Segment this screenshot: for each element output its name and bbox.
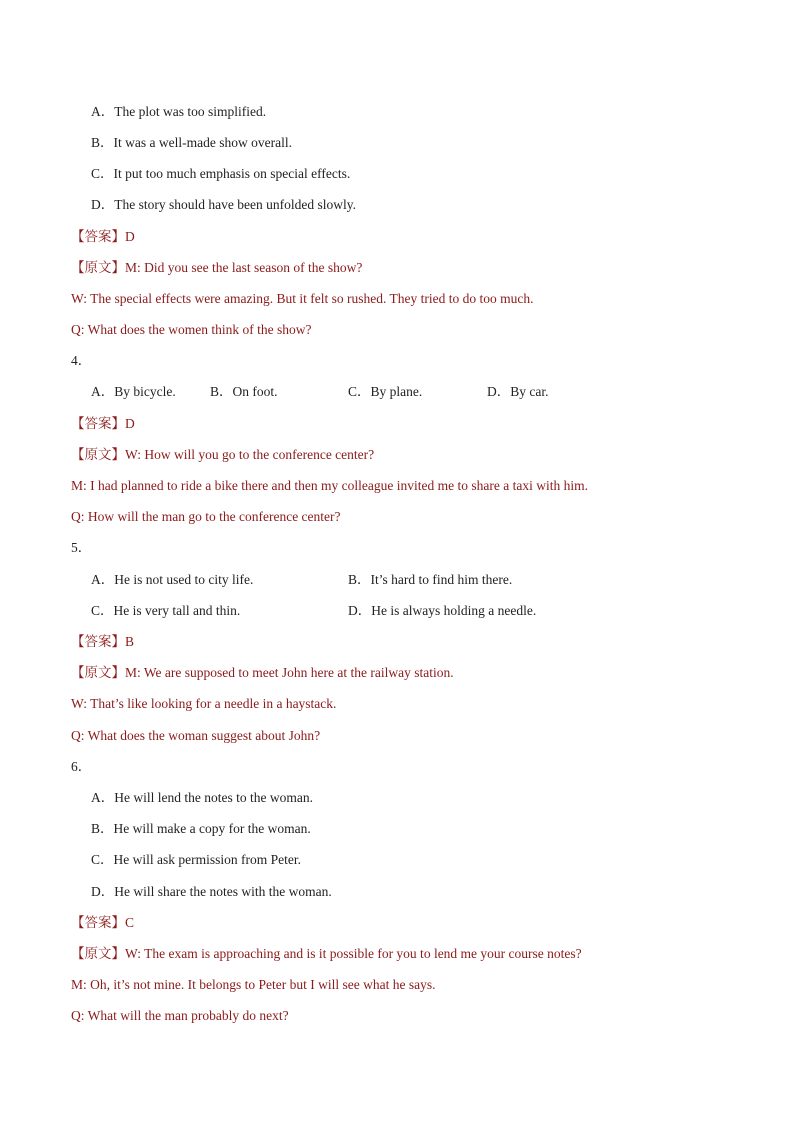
q3-option-a — [91, 104, 266, 120]
answer-label: 【答案】 — [71, 229, 125, 244]
option-text: He is very tall and thin. — [113, 603, 241, 618]
q4-option-c — [348, 384, 422, 400]
q6-answer — [71, 915, 134, 931]
transcript-text: M: Did you see the last season of the show? — [125, 260, 363, 275]
q4-option-a — [91, 384, 176, 400]
transcript-text: W: How will you go to the conference center? — [125, 447, 375, 462]
option-letter: C． — [91, 166, 114, 181]
option-letter: C． — [91, 852, 114, 867]
q3-transcript-line-3: Q: What does the women think of the show? — [71, 322, 312, 337]
option-letter: A． — [91, 384, 115, 399]
q5-transcript-line-3: Q: What does the woman suggest about John? — [71, 728, 321, 743]
q5-answer — [71, 634, 134, 650]
q3-option-d — [91, 197, 356, 213]
option-letter: B． — [91, 135, 114, 150]
q4-answer — [71, 416, 135, 432]
transcript-text: W: The exam is approaching and is it possible for you to lend me your course notes? — [125, 946, 582, 961]
option-text: It put too much emphasis on special effects. — [113, 166, 351, 181]
option-text: He is not used to city life. — [114, 572, 254, 587]
option-text: By bicycle. — [114, 384, 176, 399]
option-text: He will share the notes with the woman. — [114, 884, 332, 899]
q5-option-a — [91, 572, 253, 588]
q3-option-c — [91, 166, 350, 182]
transcript-label: 【原文】 — [71, 946, 125, 961]
answer-label: 【答案】 — [71, 634, 125, 649]
answer-label: 【答案】 — [71, 915, 125, 930]
q4-transcript-line-3: Q: How will the man go to the conference center? — [71, 509, 341, 524]
option-letter: D． — [487, 384, 511, 399]
q6-option-d — [91, 884, 332, 900]
option-letter: D． — [91, 884, 115, 899]
option-letter: D． — [91, 197, 115, 212]
q6-transcript-line-3: Q: What will the man probably do next? — [71, 1008, 289, 1023]
answer-label: 【答案】 — [71, 416, 125, 431]
q4-option-b — [210, 384, 278, 400]
option-text: He will make a copy for the woman. — [113, 821, 311, 836]
q6-option-b — [91, 821, 311, 837]
option-text: The plot was too simplified. — [114, 104, 267, 119]
answer-value: D — [125, 416, 135, 431]
q5-transcript-line-1 — [71, 665, 454, 681]
option-text: He will lend the notes to the woman. — [114, 790, 313, 805]
q4-number: 4． — [71, 353, 92, 368]
q4-transcript-line-1 — [71, 447, 374, 463]
q3-answer — [71, 229, 135, 245]
answer-value: D — [125, 229, 135, 244]
option-text: By car. — [510, 384, 549, 399]
q3-transcript-line-2: W: The special effects were amazing. But it felt so rushed. They tried to do too much. — [71, 291, 534, 306]
option-text: It was a well-made show overall. — [113, 135, 292, 150]
option-text: He is always holding a needle. — [371, 603, 537, 618]
q5-transcript-line-2: W: That’s like looking for a needle in a haystack. — [71, 696, 337, 711]
option-letter: A． — [91, 104, 115, 119]
q5-option-b — [348, 572, 512, 588]
option-letter: C． — [91, 603, 114, 618]
q5-option-d — [348, 603, 536, 619]
option-text: The story should have been unfolded slowly. — [114, 197, 356, 212]
q6-option-a — [91, 790, 313, 806]
q6-transcript-line-1 — [71, 946, 582, 962]
option-letter: A． — [91, 572, 115, 587]
q5-option-c — [91, 603, 240, 619]
option-letter: A． — [91, 790, 115, 805]
transcript-label: 【原文】 — [71, 447, 125, 462]
option-text: It’s hard to find him there. — [370, 572, 513, 587]
option-letter: B． — [91, 821, 114, 836]
q4-transcript-line-2: M: I had planned to ride a bike there and then my colleague invited me to share a taxi with him. — [71, 478, 588, 493]
option-letter: D． — [348, 603, 372, 618]
q6-transcript-line-2: M: Oh, it’s not mine. It belongs to Peter but I will see what he says. — [71, 977, 436, 992]
option-text: On foot. — [232, 384, 278, 399]
q5-number: 5． — [71, 540, 92, 555]
option-text: He will ask permission from Peter. — [113, 852, 301, 867]
q6-number: 6． — [71, 759, 92, 774]
transcript-text: M: We are supposed to meet John here at the railway station. — [125, 665, 454, 680]
q4-option-d — [487, 384, 549, 400]
answer-value: B — [125, 634, 135, 649]
option-letter: C． — [348, 384, 371, 399]
q3-option-b — [91, 135, 292, 151]
transcript-label: 【原文】 — [71, 260, 125, 275]
option-letter: B． — [348, 572, 371, 587]
option-text: By plane. — [370, 384, 423, 399]
q6-option-c — [91, 852, 301, 868]
transcript-label: 【原文】 — [71, 665, 125, 680]
option-letter: B． — [210, 384, 233, 399]
q3-transcript-line-1 — [71, 260, 362, 276]
answer-value: C — [125, 915, 135, 930]
